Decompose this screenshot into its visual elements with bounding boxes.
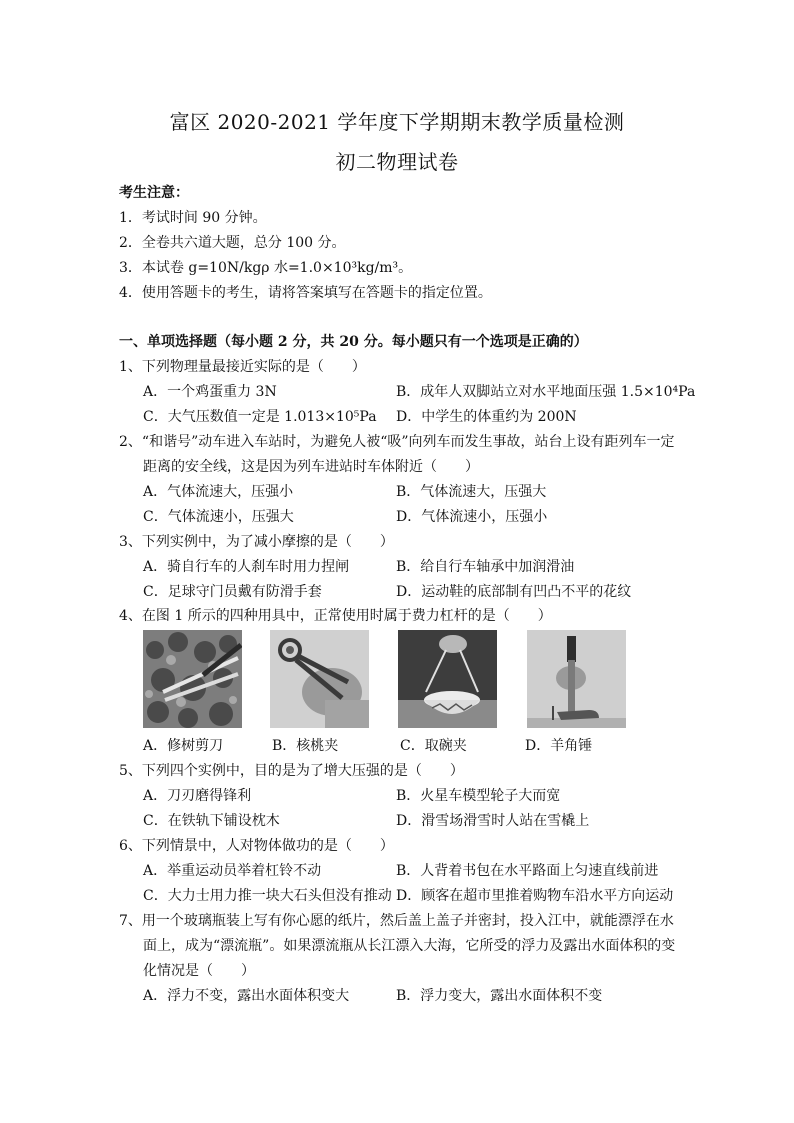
exam-title: 富区 2020-2021 学年度下学期期末教学质量检测 — [169, 110, 625, 134]
question-stem: 2、“和谐号”动车进入车站时，为避免人被“吸”向列车而发生事故，站台上设有距列车一定 — [119, 434, 675, 450]
pruning-shears-image — [143, 630, 242, 728]
question-stem: 距离的安全线，这是因为列车进站时车体附近（ ） — [143, 459, 479, 475]
option-a: A．举重运动员举着杠铃不动 — [143, 863, 322, 879]
notice-item: 2．全卷共六道大题，总分 100 分。 — [119, 235, 346, 251]
bowl-clamp-image — [398, 630, 497, 728]
option-a: A．刀刃磨得锋利 — [143, 788, 252, 804]
option-b: B．浮力变大，露出水面体积不变 — [396, 988, 603, 1004]
option-c: C．大气压数值一定是 1.013×10⁵Pa — [143, 409, 377, 425]
option-b: B．核桃夹 — [272, 738, 339, 754]
question-stem: 1、下列物理量最接近实际的是（ ） — [119, 359, 366, 375]
nutcracker-image — [270, 630, 369, 728]
question-stem: 5、下列四个实例中，目的是为了增大压强的是（ ） — [119, 763, 464, 779]
option-a: A．一个鸡蛋重力 3N — [143, 384, 277, 400]
option-b: B．人背着书包在水平路面上匀速直线前进 — [396, 863, 659, 879]
question-stem: 化情况是（ ） — [143, 963, 255, 979]
question-stem: 面上，成为“漂流瓶”。如果漂流瓶从长江漂入大海，它所受的浮力及露出水面体积的变 — [143, 938, 676, 954]
section-heading: 一、单项选择题（每小题 2 分，共 20 分。每小题只有一个选项是正确的） — [119, 334, 588, 350]
option-a: A．修树剪刀 — [143, 738, 224, 754]
option-d: D．运动鞋的底部制有凹凸不平的花纹 — [396, 584, 632, 600]
option-b: B．成年人双脚站立对水平地面压强 1.5×10⁴Pa — [396, 384, 696, 400]
option-c: C．气体流速小，压强大 — [143, 509, 294, 525]
question-stem: 3、下列实例中，为了减小摩擦的是（ ） — [119, 534, 394, 550]
option-d: D．中学生的体重约为 200N — [396, 409, 577, 425]
question-stem: 6、下列情景中，人对物体做功的是（ ） — [119, 838, 394, 854]
exam-subtitle: 初二物理试卷 — [335, 150, 459, 174]
option-b: B．给自行车轴承中加润滑油 — [396, 559, 575, 575]
notice-item: 4．使用答题卡的考生，请将答案填写在答题卡的指定位置。 — [119, 285, 492, 301]
option-c: C．大力士用力推一块大石头但没有推动 — [143, 888, 392, 904]
option-a: A．浮力不变，露出水面体积变大 — [143, 988, 350, 1004]
option-a: A．气体流速大，压强小 — [143, 484, 294, 500]
question-stem: 4、在图 1 所示的四种用具中，正常使用时属于费力杠杆的是（ ） — [119, 608, 552, 624]
option-b: B．火星车模型轮子大而宽 — [396, 788, 561, 804]
question-stem: 7、用一个玻璃瓶装上写有你心愿的纸片，然后盖上盖子并密封，投入江中，就能漂浮在水 — [119, 913, 674, 929]
option-c: C．取碗夹 — [400, 738, 467, 754]
option-a: A．骑自行车的人刹车时用力捏闸 — [143, 559, 350, 575]
notice-item: 1．考试时间 90 分钟。 — [119, 210, 267, 226]
notice-heading: 考生注意： — [119, 185, 189, 201]
option-d: D．顾客在超市里推着购物车沿水平方向运动 — [396, 888, 674, 904]
option-d: D．羊角锤 — [525, 738, 593, 754]
notice-item: 3．本试卷 g=10N/kgρ 水=1.0×10³kg/m³。 — [119, 260, 413, 276]
claw-hammer-image — [527, 630, 626, 728]
option-d: D．气体流速小，压强小 — [396, 509, 548, 525]
option-b: B．气体流速大，压强大 — [396, 484, 547, 500]
option-d: D．滑雪场滑雪时人站在雪橇上 — [396, 813, 590, 829]
option-c: C．足球守门员戴有防滑手套 — [143, 584, 322, 600]
option-c: C．在铁轨下铺设枕木 — [143, 813, 280, 829]
